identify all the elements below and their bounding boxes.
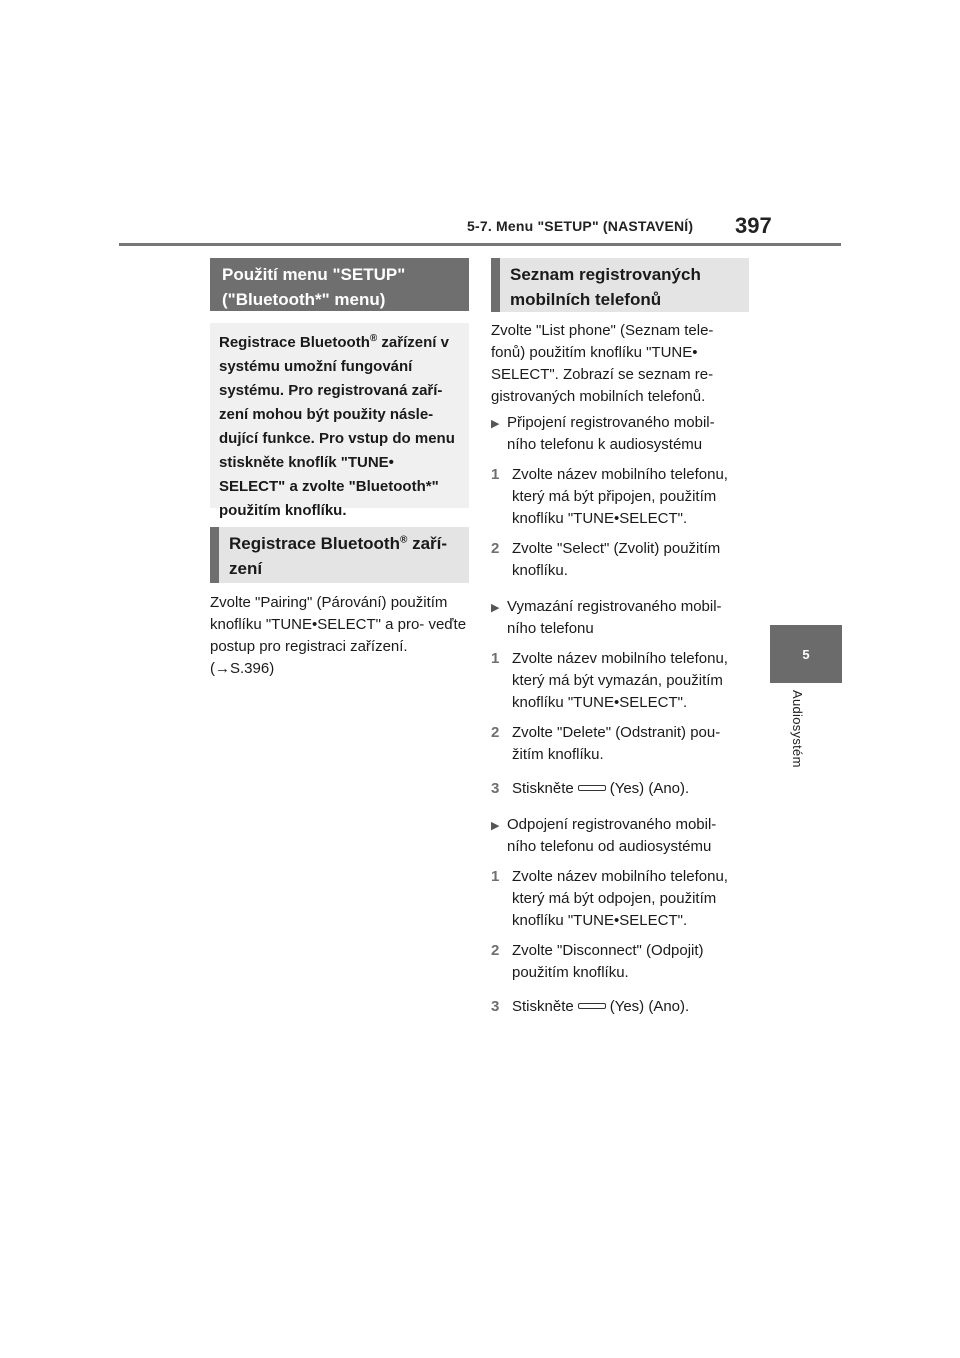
section-title-bluetooth-menu: Použití menu "SETUP" ("Bluetooth*" menu) (210, 258, 469, 311)
delete-step-1 (491, 648, 747, 714)
delete-heading (491, 596, 747, 640)
step-text: Zvolte "Select" (Zvolit) použitím knoflíku. (512, 540, 721, 579)
triangle-bullet-icon: ▶ (491, 418, 500, 430)
procedures (491, 398, 747, 1026)
disconnect-heading (491, 814, 747, 858)
phone-list-intro: Zvolte "List phone" (Seznam tele- fonů) použitím knoflíku "TUNE• SELECT". Zobrazí se seznam re- gistrovaných mobilních telefonů. (491, 322, 714, 405)
header-divider (119, 243, 841, 246)
button-icon (578, 785, 606, 791)
section-header: 5-7. Menu "SETUP" (NASTAVENÍ) (467, 218, 694, 234)
disconnect-step-3 (491, 996, 747, 1018)
reg-title-start: Registrace Bluetooth (229, 534, 400, 553)
disconnect-step-1 (491, 866, 747, 932)
registered-mark: ® (369, 333, 378, 344)
intro-box (210, 323, 469, 519)
section-title-registration (210, 527, 469, 583)
disconnect-heading-text: Odpojení registrovaného mobil- ního telefonu od audiosystému (507, 816, 717, 855)
step-text-start: Stiskněte (512, 780, 574, 797)
triangle-bullet-icon: ▶ (491, 602, 500, 614)
section-title-phone-list: Seznam registrovaných mobilních telefonů (491, 258, 749, 312)
registration-text: Zvolte "Pairing" (Párování) použitím knoflíku "TUNE•SELECT" a pro- veďte postup pro registraci zařízení. (→S.396) (210, 594, 467, 677)
button-icon (578, 1003, 606, 1009)
step-text: Zvolte název mobilního telefonu, který má být připojen, použitím knoflíku "TUNE•SELECT". (512, 466, 728, 527)
chapter-label: Audiosystém (790, 690, 805, 768)
step-number: 2 (491, 942, 500, 959)
intro-text-start: Registrace Bluetooth (219, 334, 370, 351)
step-number: 1 (491, 650, 500, 667)
delete-heading-text: Vymazání registrovaného mobil- ního telefonu (507, 598, 722, 637)
step-text-end: (Yes) (Ano). (609, 998, 690, 1015)
step-text (512, 778, 689, 800)
reg-title-rest: zaří- zení (229, 534, 448, 578)
registered-mark: ® (399, 534, 408, 546)
step-number: 2 (491, 540, 500, 557)
delete-step-3 (491, 778, 747, 800)
step-number: 3 (491, 780, 500, 797)
step-text (512, 996, 689, 1018)
step-text: Zvolte název mobilního telefonu, který má být vymazán, použitím knoflíku "TUNE•SELECT". (512, 650, 728, 711)
step-text-start: Stiskněte (512, 998, 574, 1015)
step-number: 2 (491, 724, 500, 741)
connect-heading-text: Připojení registrovaného mobil- ního telefonu k audiosystému (507, 414, 715, 453)
step-text-end: (Yes) (Ano). (609, 780, 690, 797)
delete-step-2 (491, 722, 747, 766)
chapter-tab (770, 625, 842, 683)
connect-heading (491, 412, 747, 456)
page-number: 397 (735, 213, 772, 238)
connect-step-1 (491, 464, 747, 530)
step-number: 1 (491, 466, 500, 483)
intro-text-rest: zařízení v systému umožní fungování systému. Pro registrovaná zaří- zení mohou být použity násle- dující funkce. Pro vstup do menu stiskněte knoflík "TUNE• SELECT" a zvolte "Bluetooth*" použitím knoflíku. (219, 334, 455, 519)
step-text: Zvolte "Disconnect" (Odpojit) použitím knoflíku. (512, 942, 704, 981)
chapter-number: 5 (802, 646, 810, 662)
disconnect-step-2 (491, 940, 747, 984)
step-text: Zvolte název mobilního telefonu, který má být odpojen, použitím knoflíku "TUNE•SELECT". (512, 868, 728, 929)
step-text: Zvolte "Delete" (Odstranit) pou- žitím knoflíku. (512, 724, 721, 763)
triangle-bullet-icon: ▶ (491, 820, 500, 832)
step-number: 1 (491, 868, 500, 885)
step-number: 3 (491, 998, 500, 1015)
connect-step-2 (491, 538, 747, 582)
